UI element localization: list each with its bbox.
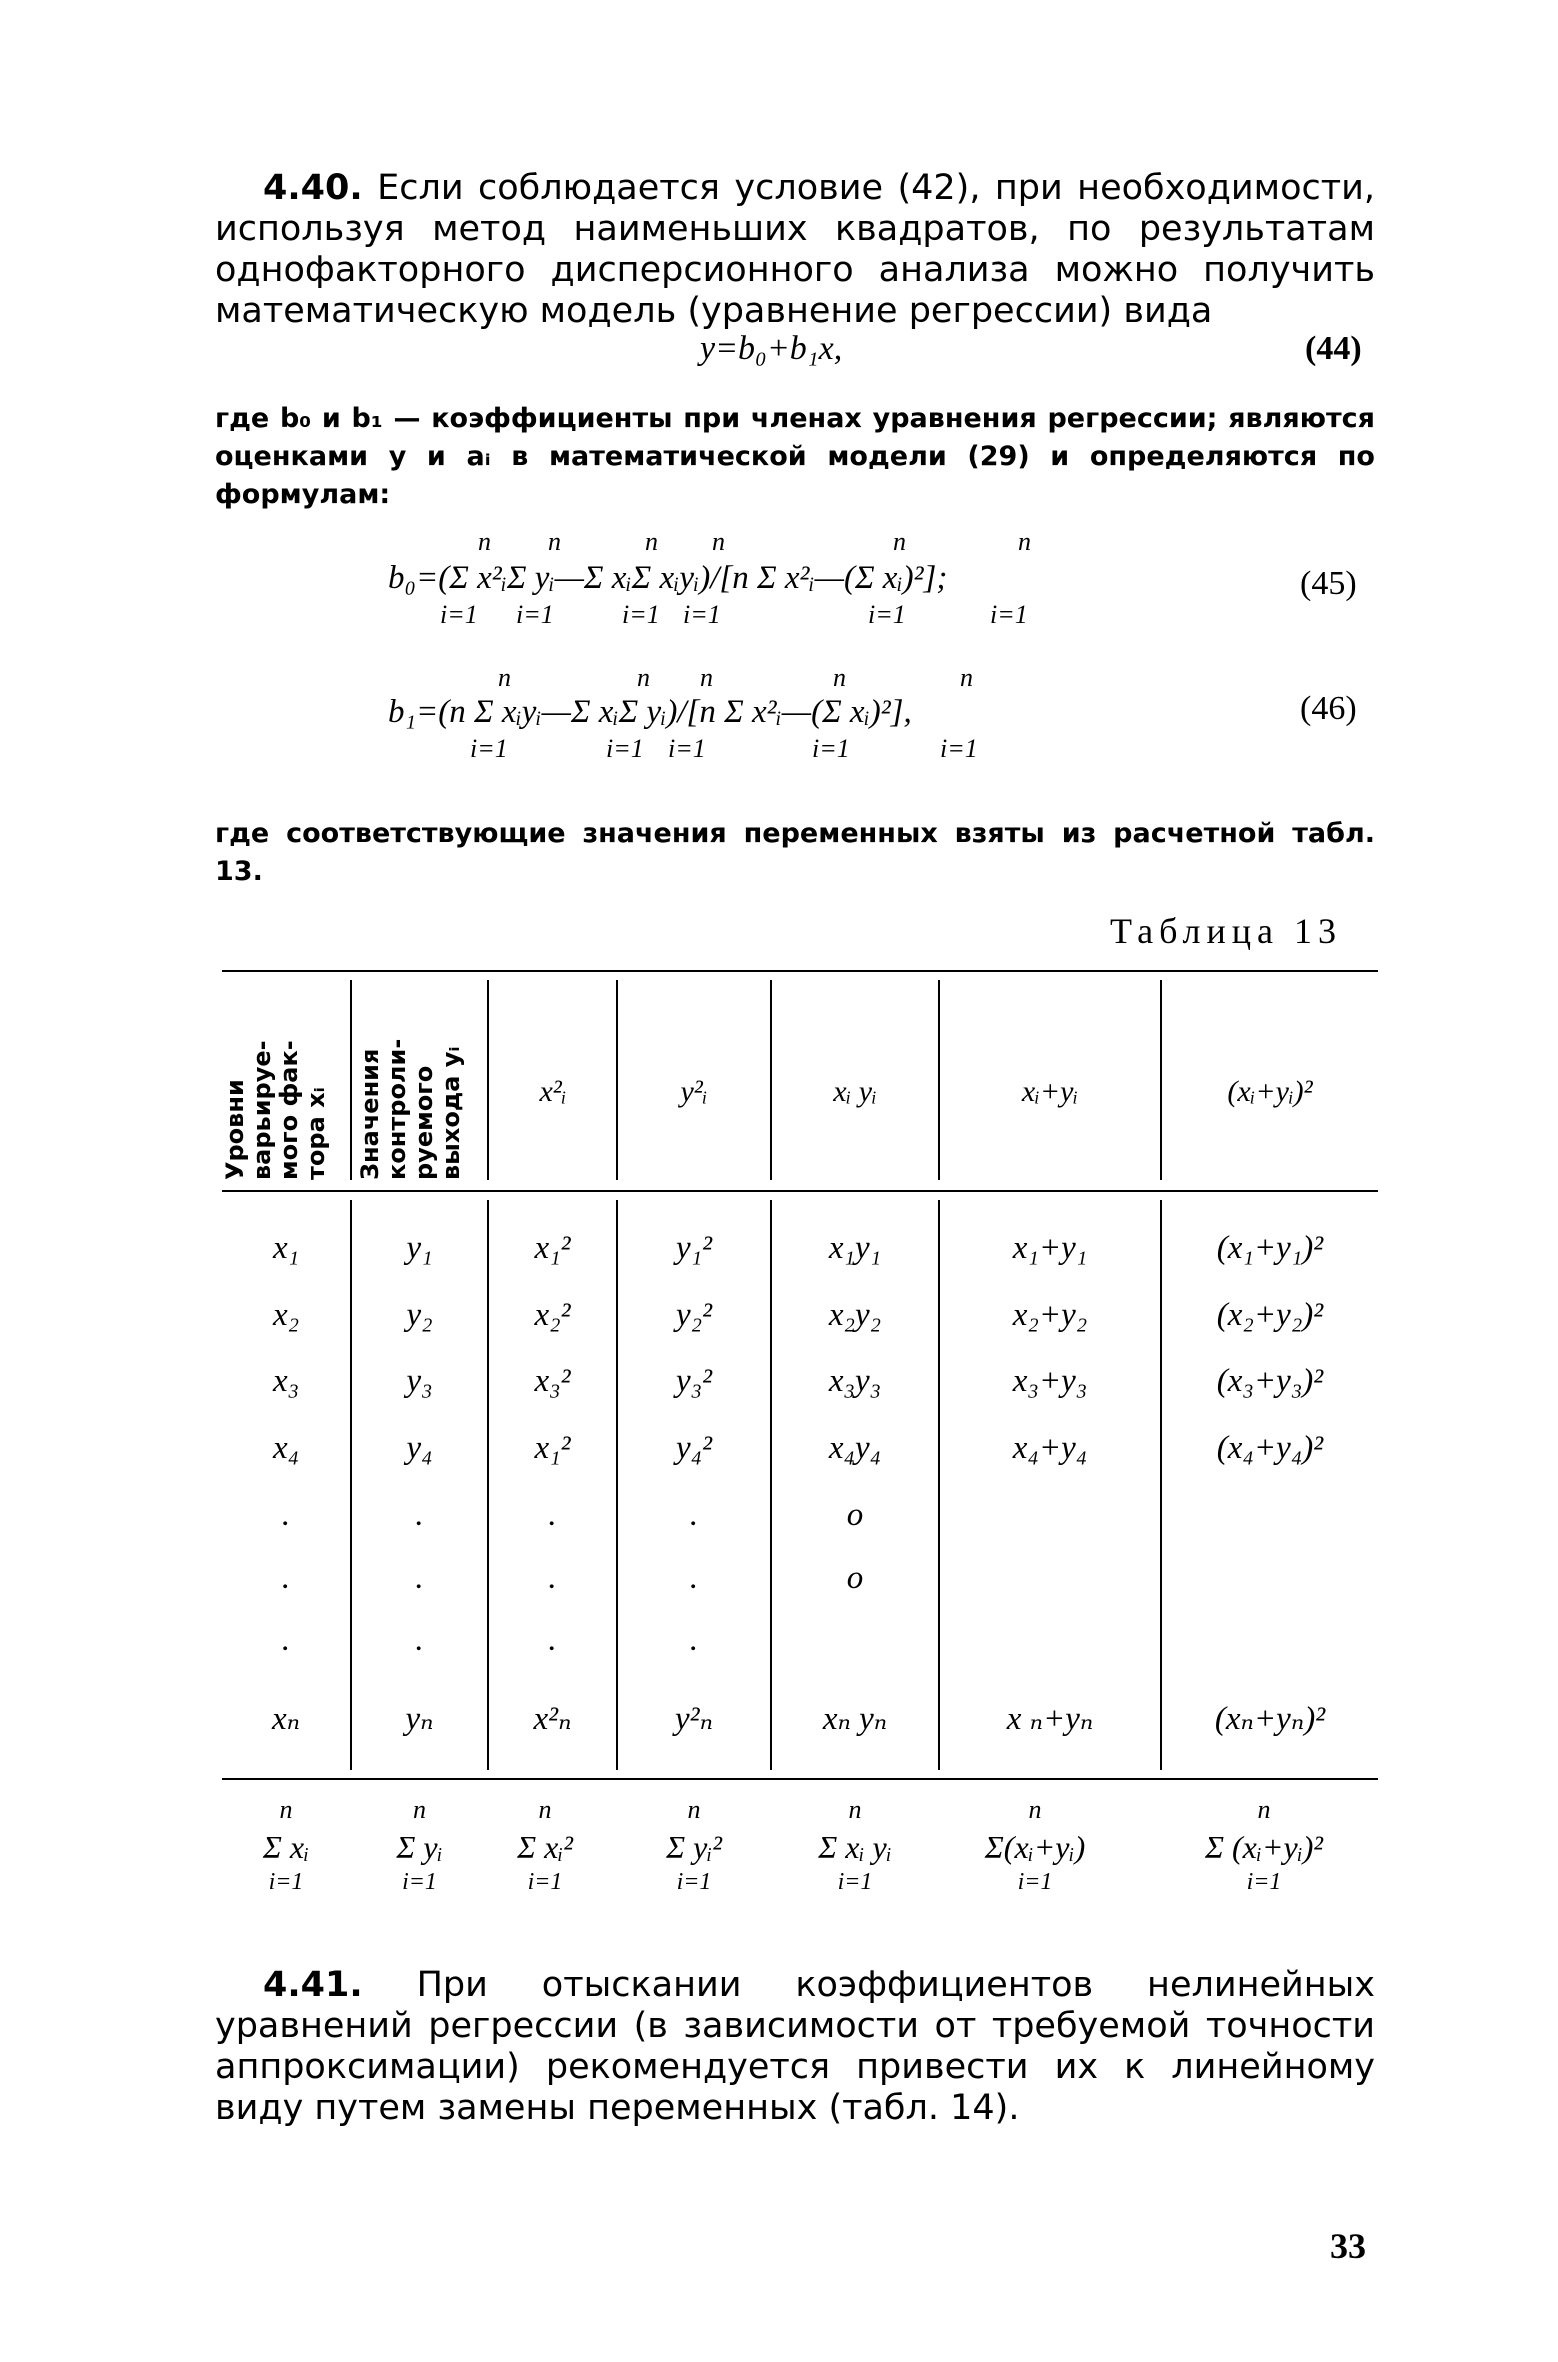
table-cell: . [415,1497,424,1533]
sum-lower-limit: i=1 [1017,1869,1053,1895]
header-x-plus-y: xᵢ+yᵢ [1021,1075,1079,1108]
table-cell: (x₁+y₁)² [1216,1230,1324,1266]
table-bottom-rule [222,1778,1378,1780]
lower-limit: i=1 [440,600,478,629]
upper-limit: n [712,527,725,556]
upper-limit: n [498,663,511,692]
table-cell: x₁+y₁ [1012,1230,1088,1266]
formula: b₀=(Σ x²ᵢΣ yᵢ—Σ xᵢΣ xᵢyᵢ)/[n Σ x²ᵢ—(Σ xᵢ)²]; [388,560,948,596]
paragraph-4-40 [215,168,1375,332]
sum-upper-limit: n [279,1795,293,1824]
table-cell: y₁² [675,1230,712,1266]
table-caption: Таблица 13 [1110,911,1342,951]
col-divider [616,1200,618,1770]
equation-number-44: (44) [1305,330,1362,367]
upper-limit: n [548,527,561,556]
lower-limit: i=1 [470,734,508,763]
header-x-squared: x²ᵢ [539,1075,567,1108]
table-cell: . [548,1622,557,1658]
table-cell: y₃² [675,1363,712,1399]
table-cell: x₃ [272,1363,300,1399]
lower-limit: i=1 [812,734,850,763]
sum-lower-limit: i=1 [402,1869,437,1895]
sum-cell [618,1795,770,1896]
page-number: 33 [1330,2226,1366,2266]
table-cell: x₂y₂ [828,1297,882,1333]
section-number: 4.40. [263,168,363,208]
equation-44: y=b₀+b₁x, [700,330,843,367]
equation-number-46: (46) [1300,690,1357,727]
where-text-2: где соответствующие значения переменных взяты из расчетной табл. 13. [215,818,1375,887]
table-cell: x₄y₄ [828,1430,882,1466]
col-divider [350,1200,352,1770]
table-cell: . [548,1497,557,1533]
sum-lower-limit: i=1 [676,1869,712,1895]
table-cell: . [689,1560,699,1596]
table-cell: x₂ [272,1297,300,1333]
header-levels: Уровни варьируе- мого фак- тора xᵢ [221,1040,330,1180]
table-cell: . [281,1622,291,1658]
table-cell: o [846,1560,864,1596]
header-x-plus-y-squared: (xᵢ+yᵢ)² [1227,1075,1313,1108]
table-cell: y₄² [675,1430,712,1466]
table-cell: x₁² [534,1430,571,1466]
sum-expression: Σ xᵢ² [517,1829,573,1865]
table-cell: x₃+y₃ [1012,1363,1088,1399]
lower-limit: i=1 [622,600,660,629]
table-cell: x²ₙ [533,1701,572,1737]
col-divider [938,1200,940,1770]
table-cell: x₂² [534,1297,571,1333]
table-cell: . [281,1497,291,1533]
table-cell: xₙ yₙ [822,1701,888,1737]
upper-limit: n [478,527,491,556]
lower-limit: i=1 [868,600,906,629]
header-y-squared: y²ᵢ [680,1075,708,1108]
table-cell: x ₙ+yₙ [1006,1701,1094,1737]
table-cell: y₂² [675,1297,712,1333]
formula: b₁=(n Σ xᵢyᵢ—Σ xᵢΣ yᵢ)/[n Σ x²ᵢ—(Σ xᵢ)²], [388,694,912,730]
table-cell: xₙ [271,1701,301,1737]
upper-limit: n [637,663,650,692]
table-cell: y₃ [406,1363,433,1399]
header-xy: xᵢ yᵢ [833,1075,877,1108]
table-cell: x₁² [534,1230,571,1266]
table-cell: o [846,1497,864,1533]
table-cell: . [548,1560,557,1596]
lower-limit: i=1 [940,734,978,763]
table-cell: x₃² [534,1363,571,1399]
paragraph-text: При отыскании коэффициентов нелинейных уравнений регрессии (в зависимости от требуемой точности аппроксимации) рекомендуется привести их к линейному виду путем замены переменных (табл. 14). [215,1965,1375,2128]
col-divider [487,980,489,1180]
sum-upper-limit: n [848,1795,862,1824]
sum-expression: Σ yᵢ [396,1829,443,1865]
table-cell: y₂ [406,1297,433,1333]
table-cell: (x₃+y₃)² [1216,1363,1324,1399]
sum-upper-limit: n [413,1795,426,1824]
table-cell: (x₄+y₄)² [1216,1430,1324,1466]
lower-limit: i=1 [606,734,644,763]
table-cell: yₙ [405,1701,434,1737]
lower-limit: i=1 [683,600,721,629]
table-cell: x₁y₁ [828,1230,882,1266]
upper-limit: n [833,663,846,692]
table-cell: (x₂+y₂)² [1216,1297,1324,1333]
section-number: 4.41. [263,1965,363,2005]
equation-number-45: (45) [1300,565,1357,602]
upper-limit: n [1018,527,1031,556]
table-cell: . [281,1560,291,1596]
col-divider [487,1200,489,1770]
sum-lower-limit: i=1 [268,1869,304,1895]
sum-expression: Σ(xᵢ+yᵢ) [984,1829,1086,1865]
table-top-rule [222,970,1378,972]
table-cell: y²ₙ [675,1701,713,1737]
sum-expression: Σ yᵢ² [666,1829,722,1865]
table-cell: . [689,1497,699,1533]
table-cell: x₂+y₂ [1012,1297,1088,1333]
table-cell: . [415,1622,424,1658]
paragraph-4-41 [215,1965,1375,2129]
table-cell: x₄+y₄ [1012,1430,1088,1466]
sum-upper-limit: n [1257,1795,1271,1824]
table-cell: . [689,1622,699,1658]
sum-lower-limit: i=1 [837,1869,873,1895]
paragraph-text: Если соблюдается условие (42), при необходимости, используя метод наименьших квадратов, по результатам однофакторного дисперсионного анализа можно получить математическую модель (уравнение регрессии) вида [215,168,1375,331]
table-header-rule [222,1190,1378,1192]
table-cell: y₄ [406,1430,433,1466]
col-divider [350,980,352,1180]
upper-limit: n [893,527,906,556]
sum-cell [1150,1795,1378,1896]
table-cell: x₄ [272,1430,300,1466]
lower-limit: i=1 [668,734,706,763]
sum-cell [910,1795,1160,1896]
sum-cell [352,1795,487,1896]
where-text-1: где b₀ и b₁ — коэффициенты при членах уравнения регрессии; являются оценками y и aᵢ в математической модели (29) и определяются по формулам: [215,403,1375,510]
sum-upper-limit: n [687,1795,701,1824]
table-cell: x₁ [272,1230,300,1266]
sum-upper-limit: n [1028,1795,1042,1824]
sum-lower-limit: i=1 [527,1869,563,1895]
sum-lower-limit: i=1 [1246,1869,1282,1895]
sum-cell [222,1795,350,1896]
header-values: Значения контроли- руемого выхода yᵢ [356,1038,465,1180]
lower-limit: i=1 [990,600,1028,629]
table-cell: x₃y₃ [828,1363,882,1399]
upper-limit: n [645,527,658,556]
lower-limit: i=1 [516,600,554,629]
table-cell: (xₙ+yₙ)² [1214,1701,1326,1737]
sum-expression: Σ (xᵢ+yᵢ)² [1204,1829,1324,1865]
upper-limit: n [700,663,713,692]
sum-upper-limit: n [538,1795,552,1824]
table-cell: y₁ [406,1230,433,1266]
sum-expression: Σ xᵢ [262,1829,310,1865]
col-divider [770,1200,772,1770]
table-cell: . [415,1560,424,1596]
sum-expression: Σ xᵢ yᵢ [818,1829,892,1865]
col-divider [1160,1200,1162,1770]
upper-limit: n [960,663,973,692]
sum-cell [475,1795,615,1896]
